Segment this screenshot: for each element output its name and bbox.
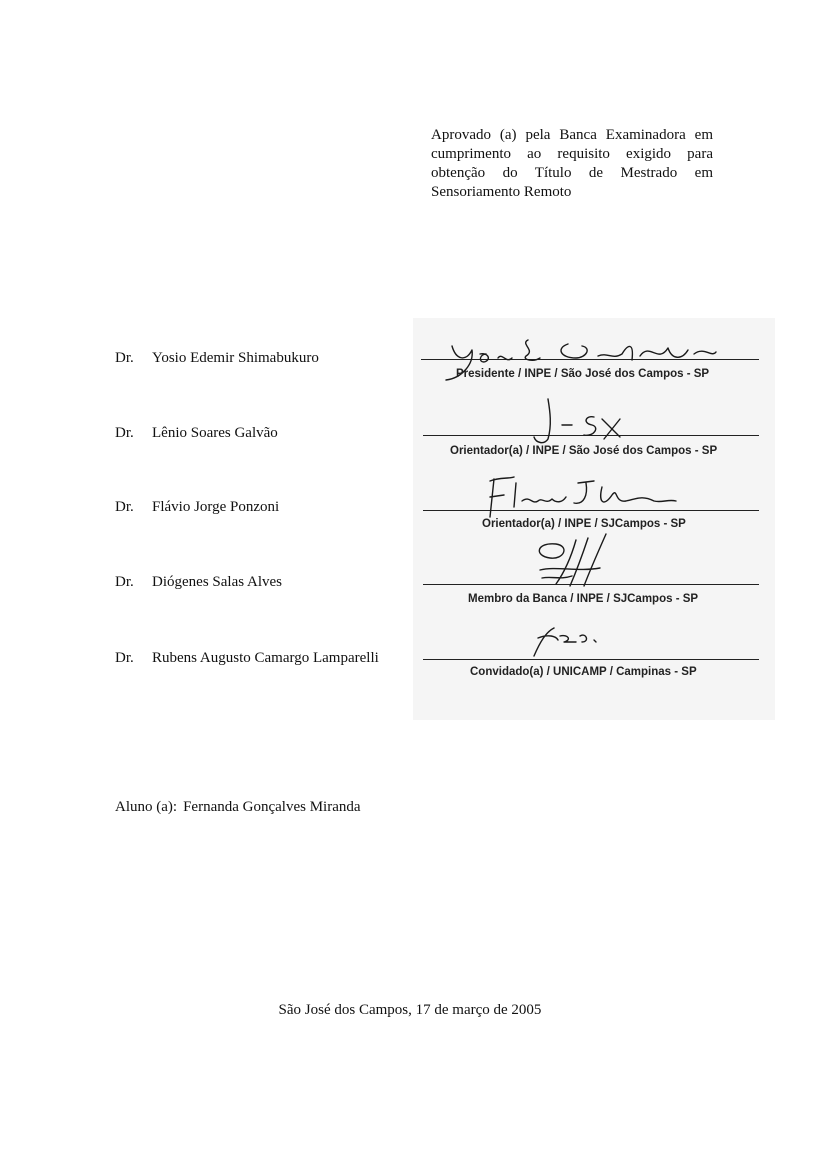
member-name: Lênio Soares Galvão — [152, 425, 278, 441]
member-role: Membro da Banca / INPE / SJCampos - SP — [468, 593, 699, 605]
member-title: Dr. — [115, 350, 134, 366]
committee-member — [0, 499, 826, 559]
member-name: Yosio Edemir Shimabukuro — [152, 350, 319, 366]
student-line — [115, 799, 361, 816]
student-label: Aluno (a): — [115, 799, 178, 815]
student-name: Fernanda Gonçalves Miranda — [183, 799, 361, 815]
committee-member — [0, 574, 826, 634]
member-title: Dr. — [115, 425, 134, 441]
member-name: Rubens Augusto Camargo Lamparelli — [152, 650, 379, 666]
committee-member — [0, 425, 826, 485]
approval-statement: Aprovado (a) pela Banca Examinadora em cumprimento ao requisito exigido para obtenção do Título de Mestrado em Sensoriamento Remoto — [431, 127, 713, 200]
place-and-date — [0, 1002, 826, 1019]
committee-member — [0, 650, 826, 710]
member-title: Dr. — [115, 499, 134, 515]
committee-member — [0, 350, 826, 410]
place-date-text: São José dos Campos, 17 de março de 2005 — [278, 1002, 542, 1018]
handwritten-signature — [526, 530, 636, 590]
member-role: Orientador(a) / INPE / São José dos Campos - SP — [450, 445, 718, 457]
member-role: Orientador(a) / INPE / SJCampos - SP — [482, 518, 686, 530]
member-role: Convidado(a) / UNICAMP / Campinas - SP — [470, 666, 697, 678]
handwritten-signature — [486, 473, 686, 523]
member-title: Dr. — [115, 574, 134, 590]
member-name: Flávio Jorge Ponzoni — [152, 499, 280, 515]
member-title: Dr. — [115, 650, 134, 666]
member-name: Diógenes Salas Alves — [152, 574, 282, 590]
member-role: Presidente / INPE / São José dos Campos - SP — [456, 368, 710, 380]
handwritten-signature — [528, 622, 628, 662]
